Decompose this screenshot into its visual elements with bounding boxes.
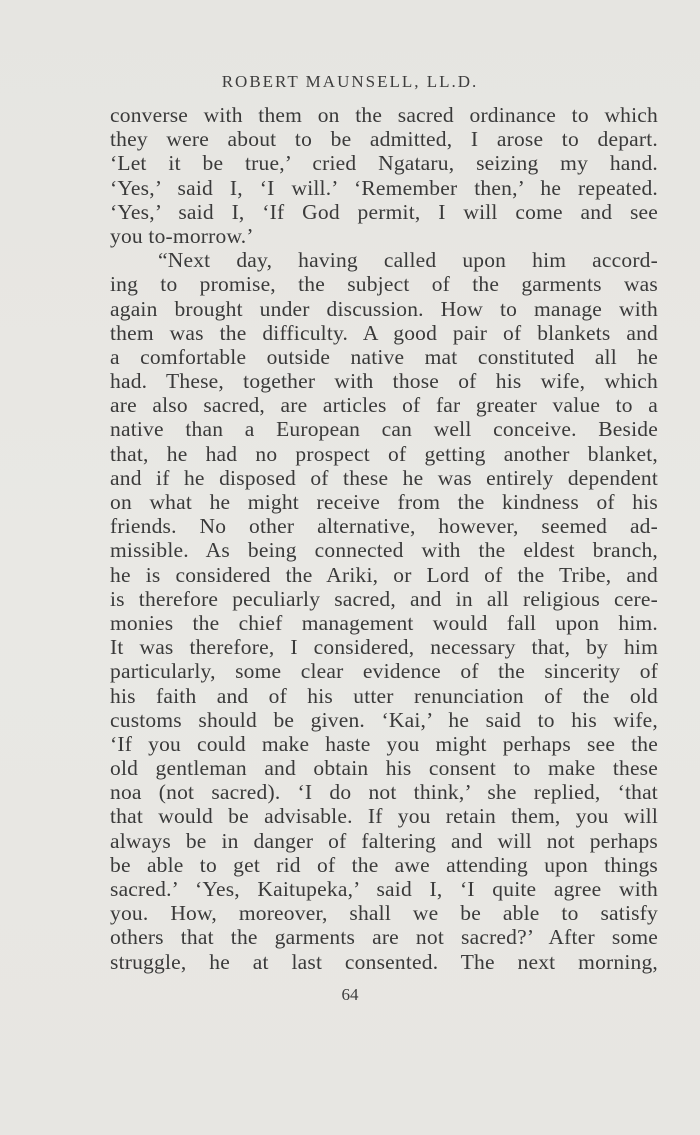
text-line: It was therefore, I considered, necessary that, by him — [110, 635, 658, 660]
text-line: friends. No other alternative, however, seemed ad- — [110, 514, 658, 539]
text-line: noa (not sacred). ‘I do not think,’ she replied, ‘that — [110, 780, 658, 805]
text-line: be able to get rid of the awe attending upon things — [110, 852, 658, 877]
text-line: ‘Yes,’ said I, ‘I will.’ ‘Remember then,’ he repeated. — [110, 175, 658, 200]
text-line: customs should be given. ‘Kai,’ he said to his wife, — [110, 707, 658, 732]
text-line: a comfortable outside native mat constituted all he — [110, 344, 658, 369]
text-line: his faith and of his utter renunciation of the old — [110, 683, 658, 708]
text-line: on what he might receive from the kindness of his — [110, 490, 658, 514]
text-line: are also sacred, are articles of far greater value to a — [110, 393, 658, 418]
text-line: others that the garments are not sacred?’ After some — [110, 925, 658, 950]
body-text — [110, 103, 658, 974]
text-line: missible. As being connected with the eldest branch, — [110, 538, 658, 563]
text-line: particularly, some clear evidence of the sincerity of — [110, 659, 658, 684]
text-line: had. These, together with those of his wife, which — [110, 369, 658, 394]
text-line: ‘If you could make haste you might perhaps see the — [110, 731, 658, 756]
text-line: sacred.’ ‘Yes, Kaitupeka,’ said I, ‘I quite agree with — [110, 877, 658, 901]
text-line: is therefore peculiarly sacred, and in all religious cere- — [110, 586, 658, 611]
text-line: he is considered the Ariki, or Lord of the Tribe, and — [110, 562, 658, 587]
text-line: ‘Let it be true,’ cried Ngataru, seizing my hand. — [110, 151, 658, 176]
text-line: you. How, moreover, shall we be able to satisfy — [110, 901, 658, 926]
text-line: you to-morrow.’ — [110, 223, 254, 248]
text-line: struggle, he at last consented. The next morning, — [110, 949, 658, 974]
text-line: “Next day, having called upon him accord- — [158, 248, 658, 273]
page-number: 64 — [341, 985, 359, 1004]
text-line: old gentleman and obtain his consent to make these — [110, 756, 658, 781]
text-line: converse with them on the sacred ordinance to which — [110, 103, 658, 127]
text-line: and if he disposed of these he was entirely dependent — [110, 465, 658, 490]
text-line: monies the chief management would fall upon him. — [110, 610, 658, 635]
text-line: again brought under discussion. How to manage with — [110, 296, 658, 321]
text-line: native than a European can well conceive. Beside — [110, 417, 658, 442]
text-line: them was the difficulty. A good pair of blankets and — [110, 320, 658, 345]
text-line: they were about to be admitted, I arose to depart. — [110, 127, 658, 152]
text-line: that, he had no prospect of getting another blanket, — [110, 441, 658, 466]
text-line: that would be advisable. If you retain them, you will — [110, 804, 658, 829]
running-head: ROBERT MAUNSELL, LL.D. — [221, 72, 479, 91]
text-line: always be in danger of faltering and will not perhaps — [110, 828, 658, 853]
text-line: ing to promise, the subject of the garments was — [110, 272, 658, 297]
text-line: ‘Yes,’ said I, ‘If God permit, I will come and see — [110, 199, 658, 224]
